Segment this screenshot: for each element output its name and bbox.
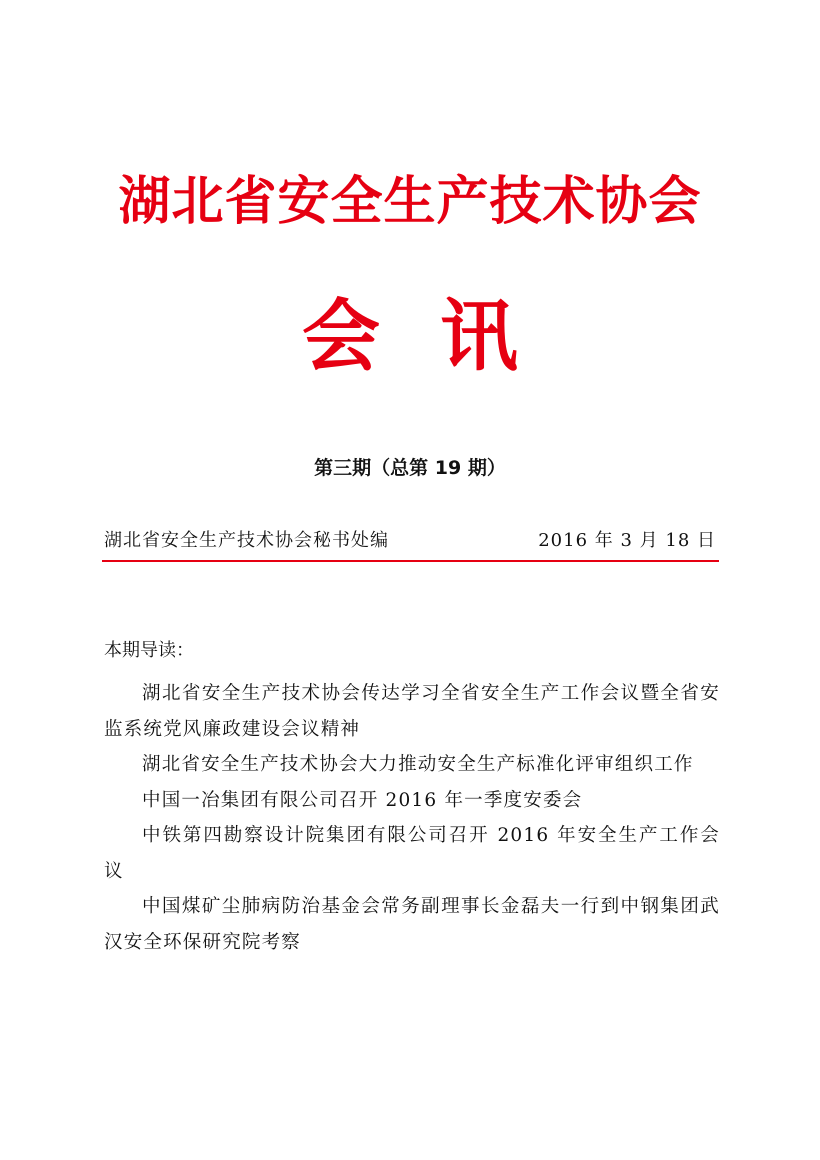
toc-heading: 本期导读：: [104, 640, 194, 661]
toc-item: 中国煤矿尘肺病防治基金会常务副理事长金磊夫一行到中钢集团武汉安全环保研究院考察: [104, 896, 720, 953]
organization-title: 湖北省安全生产技术协会: [118, 171, 702, 232]
toc-item: 中国一冶集团有限公司召开 2016 年一季度安委会: [142, 789, 583, 811]
toc-item: 湖北省安全生产技术协会大力推动安全生产标准化评审组织工作: [142, 754, 694, 775]
toc-item: 中铁第四勘察设计院集团有限公司召开 2016 年安全生产工作会议: [104, 825, 720, 882]
toc-list: [104, 676, 720, 960]
meta-row: [104, 526, 716, 552]
red-divider: [102, 560, 719, 562]
publication-title: 会讯: [301, 291, 578, 382]
editor-line: 湖北省安全生产技术协会秘书处编: [104, 530, 389, 551]
issue-number: 第三期（总第 19 期）: [314, 457, 506, 479]
publish-date: 2016 年 3 月 18 日: [538, 530, 716, 551]
toc-item: 湖北省安全生产技术协会传达学习全省安全生产工作会议暨全省安监系统党风廉政建设会议精神: [104, 683, 720, 740]
